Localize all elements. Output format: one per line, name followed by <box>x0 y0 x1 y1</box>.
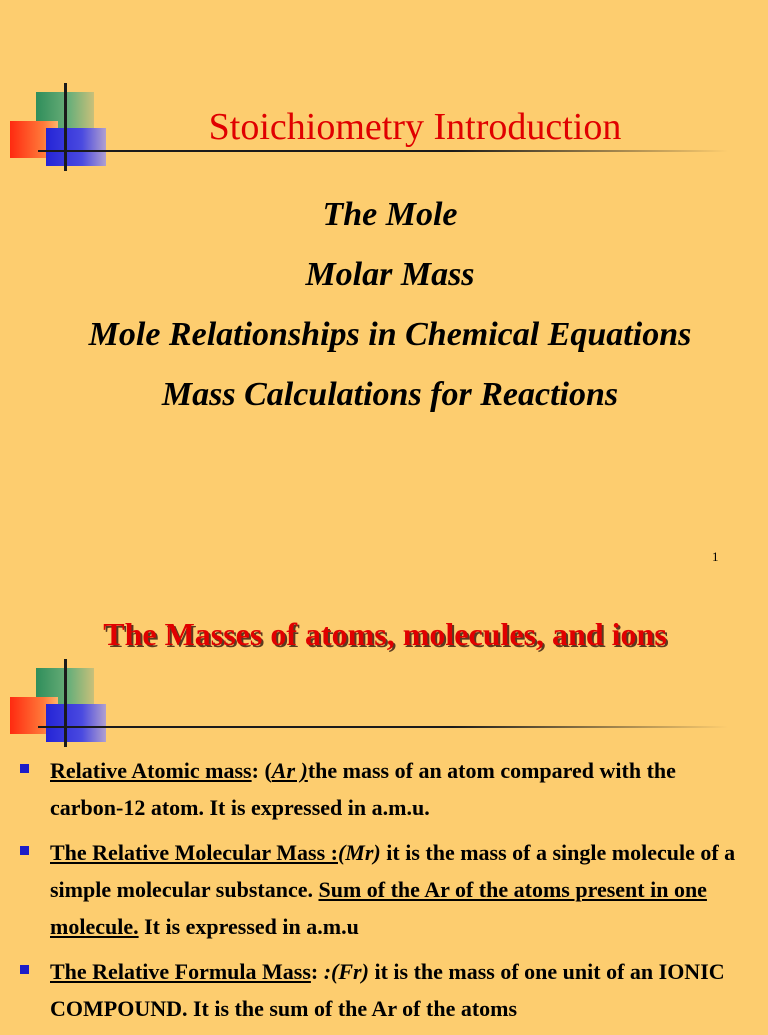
bullet-abbr: (Mr) <box>337 840 381 865</box>
square-bullet-icon <box>20 764 29 773</box>
topic-item: The Mole <box>322 196 458 233</box>
bullet-abbr: :(Fr) <box>323 959 369 984</box>
slide-title: The Masses of atoms, molecules, and ions <box>103 616 667 652</box>
topic-list <box>0 192 768 432</box>
bullet-colon: : ( <box>251 758 272 783</box>
vertical-rule <box>64 659 67 747</box>
topic-item: Molar Mass <box>305 256 475 293</box>
bullet-item <box>20 834 740 945</box>
horizontal-rule <box>38 150 728 152</box>
bullet-list <box>20 752 740 1035</box>
square-bullet-icon <box>20 965 29 974</box>
topic-item: Mole Relationships in Chemical Equations <box>88 316 692 353</box>
topic-item: Mass Calculations for Reactions <box>161 376 619 413</box>
square-bullet-icon <box>20 846 29 855</box>
blue-square <box>46 704 106 742</box>
slide-title: Stoichiometry Introduction <box>208 106 622 148</box>
bullet-item <box>20 953 740 1027</box>
bullet-underlined-text: Sum of the Ar of the atoms present in one molecule. <box>50 877 707 939</box>
bullet-item <box>20 752 740 826</box>
bullet-term: The Relative Formula Mass <box>50 959 311 984</box>
bullet-text: the mass of an atom compared with the carbon-12 atom. It is expressed in a.m.u. <box>50 758 676 820</box>
horizontal-rule <box>38 726 728 728</box>
bullet-colon: : <box>310 959 324 984</box>
bullet-term: Relative Atomic mass <box>50 758 252 783</box>
page-number: 1 <box>712 549 719 564</box>
bullet-text: it is the mass of one unit of an IONIC COMPOUND. It is the sum of the Ar of the atoms <box>50 959 725 1021</box>
bullet-text: It is expressed in a.m.u <box>138 914 359 939</box>
bullet-abbr: Ar ) <box>271 758 308 783</box>
bullet-text: it is the mass of a single molecule of a simple molecular substance. <box>50 840 736 902</box>
slide-2 <box>0 576 768 1024</box>
bullet-term: The Relative Molecular Mass : <box>50 840 338 865</box>
